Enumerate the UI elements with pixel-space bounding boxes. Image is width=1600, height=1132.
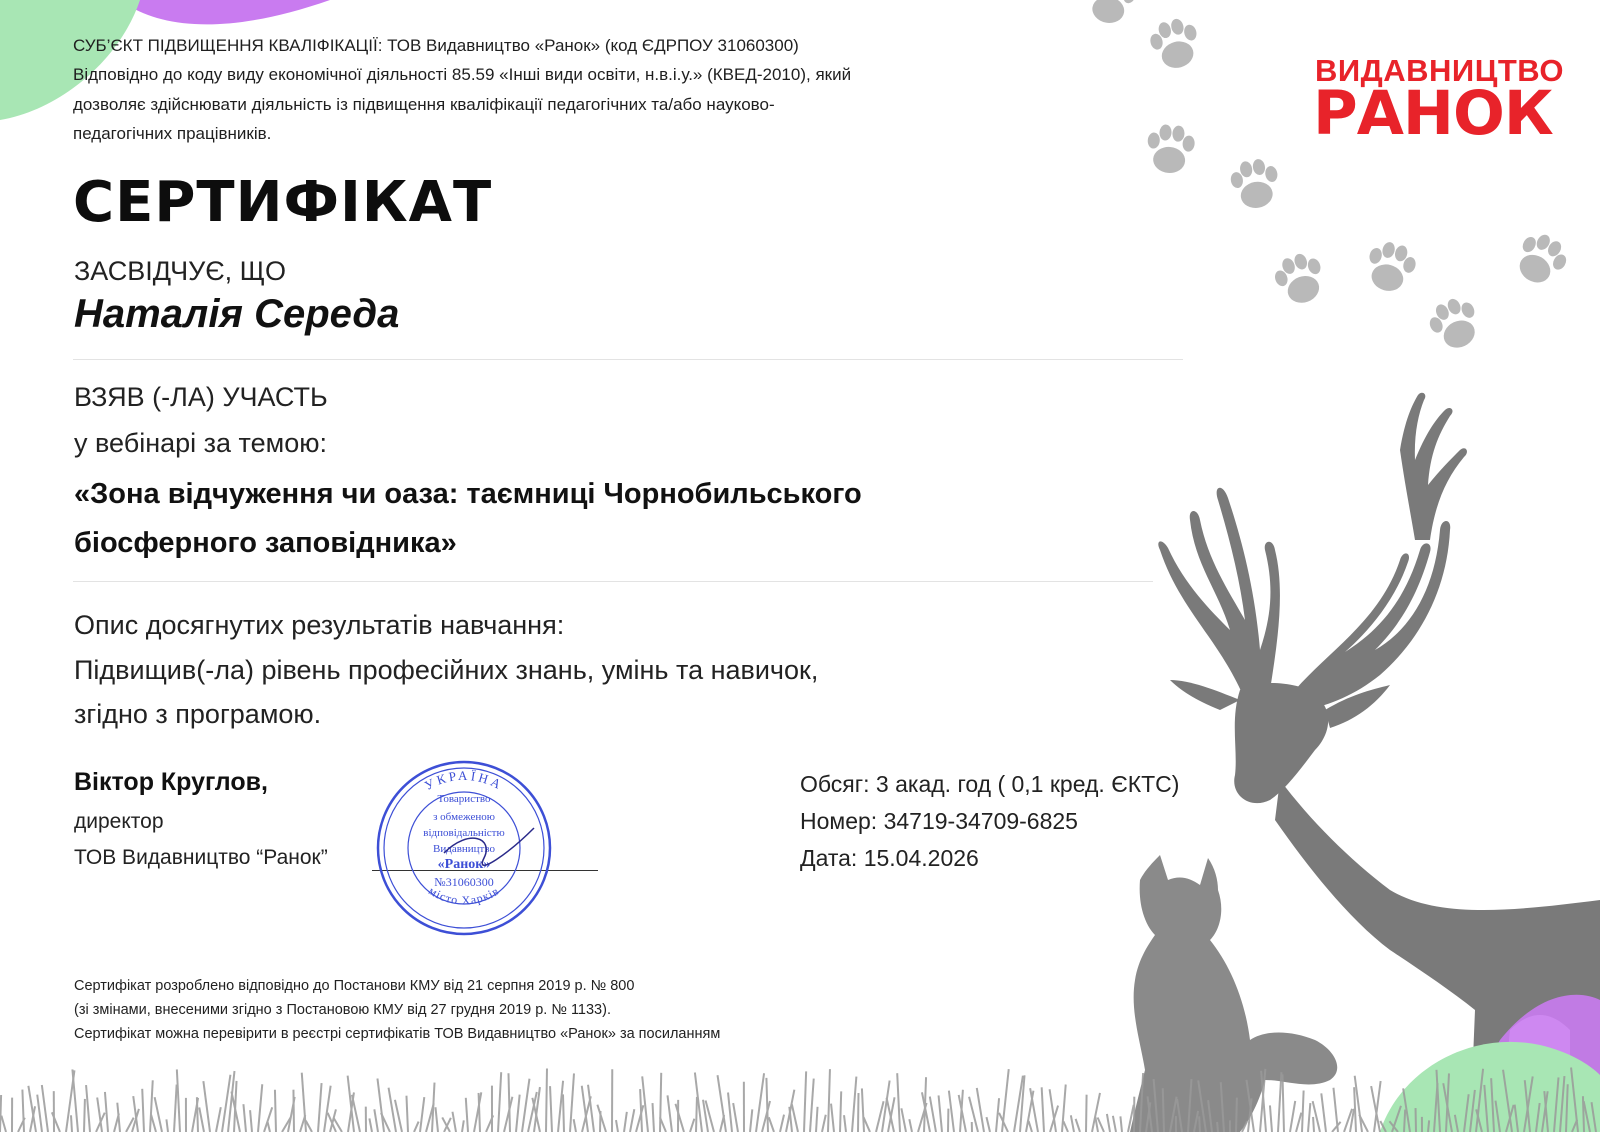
header-line-1: СУБ’ЄКТ ПІДВИЩЕННЯ КВАЛІФІКАЦІЇ: ТОВ Видавництво «Ранок» (код ЄДРПОУ 31060300): [73, 36, 799, 55]
signer-company: ТОВ Видавництво “Ранок”: [74, 846, 328, 869]
stamp-line: «Ранок»: [437, 857, 491, 872]
legal-line-3: Сертифікат можна перевірити в реєстрі сертифікатів ТОВ Видавництво «Ранок» за посиланням: [74, 1026, 721, 1042]
meta-number: Номер: 34719-34709-6825: [800, 808, 1078, 834]
header-line-3: дозволяє здійснювати діяльність із підвищення кваліфікації педагогічних та/або науково-: [73, 95, 775, 114]
signer-role: директор: [74, 810, 164, 833]
results-block: [74, 603, 818, 737]
certificate-title: СЕРТИФІКАТ: [73, 170, 493, 235]
results-line-1: Підвищив(-ла) рівень професійних знань, умінь та навичок,: [74, 654, 819, 685]
legal-line-2: (зі змінами, внесеними згідно з Постановою КМУ від 27 грудня 2019 р. № 1133).: [74, 1002, 611, 1018]
webinar-topic-line-1: «Зона відчуження чи оаза: таємниці Чорнобильського: [74, 478, 862, 510]
logo-top-text: ВИДАВНИЦТВО: [1315, 53, 1565, 88]
stamp-line: відповідальністю: [423, 827, 505, 839]
legal-line-1: Сертифікат розроблено відповідно до Постанови КМУ від 21 серпня 2019 р. № 800: [74, 978, 635, 994]
header-line-4: педагогічних працівників.: [73, 124, 272, 143]
stamp-line: з обмеженою: [433, 811, 495, 823]
signer-name: Віктор Круглов,: [74, 768, 268, 796]
meta-block: [800, 766, 1179, 877]
svg-text:УКРАЇНА: УКРАЇНА: [421, 767, 507, 794]
results-heading: Опис досягнутих результатів навчання:: [74, 610, 565, 640]
svg-text:місто Харків: місто Харків: [426, 883, 502, 908]
participation-label: ВЗЯВ (-ЛА) УЧАСТЬ: [74, 382, 328, 412]
header-line-2: Відповідно до коду виду економічної діяльності 85.59 «Інші види освіти, н.в.і.у.» (КВЕД-2010), який: [73, 65, 852, 84]
stamp-line: Видавництво: [433, 843, 495, 855]
webinar-topic-line-2: біосферного заповідника»: [74, 527, 457, 559]
stamp-line: №31060300: [434, 875, 494, 889]
results-line-2: згідно з програмою.: [74, 699, 322, 729]
webinar-topic: [74, 470, 1014, 568]
stamp-seal: [374, 758, 554, 938]
grass: [0, 1060, 1600, 1132]
certifies-label: ЗАСВІДЧУЄ, ЩО: [74, 256, 286, 286]
divider-2: [73, 581, 1153, 582]
divider-1: [73, 359, 1183, 360]
meta-volume: Обсяг: 3 акад. год ( 0,1 кред. ЄКТС): [800, 771, 1180, 797]
logo-main-text: РАНОК: [1313, 78, 1553, 149]
stamp-line: Товариство: [437, 793, 491, 805]
legal-footer: [74, 974, 720, 1046]
webinar-label: у вебінарі за темою:: [74, 428, 327, 458]
recipient-name: Наталія Середа: [74, 292, 400, 336]
meta-date: Дата: 15.04.2026: [800, 845, 979, 871]
